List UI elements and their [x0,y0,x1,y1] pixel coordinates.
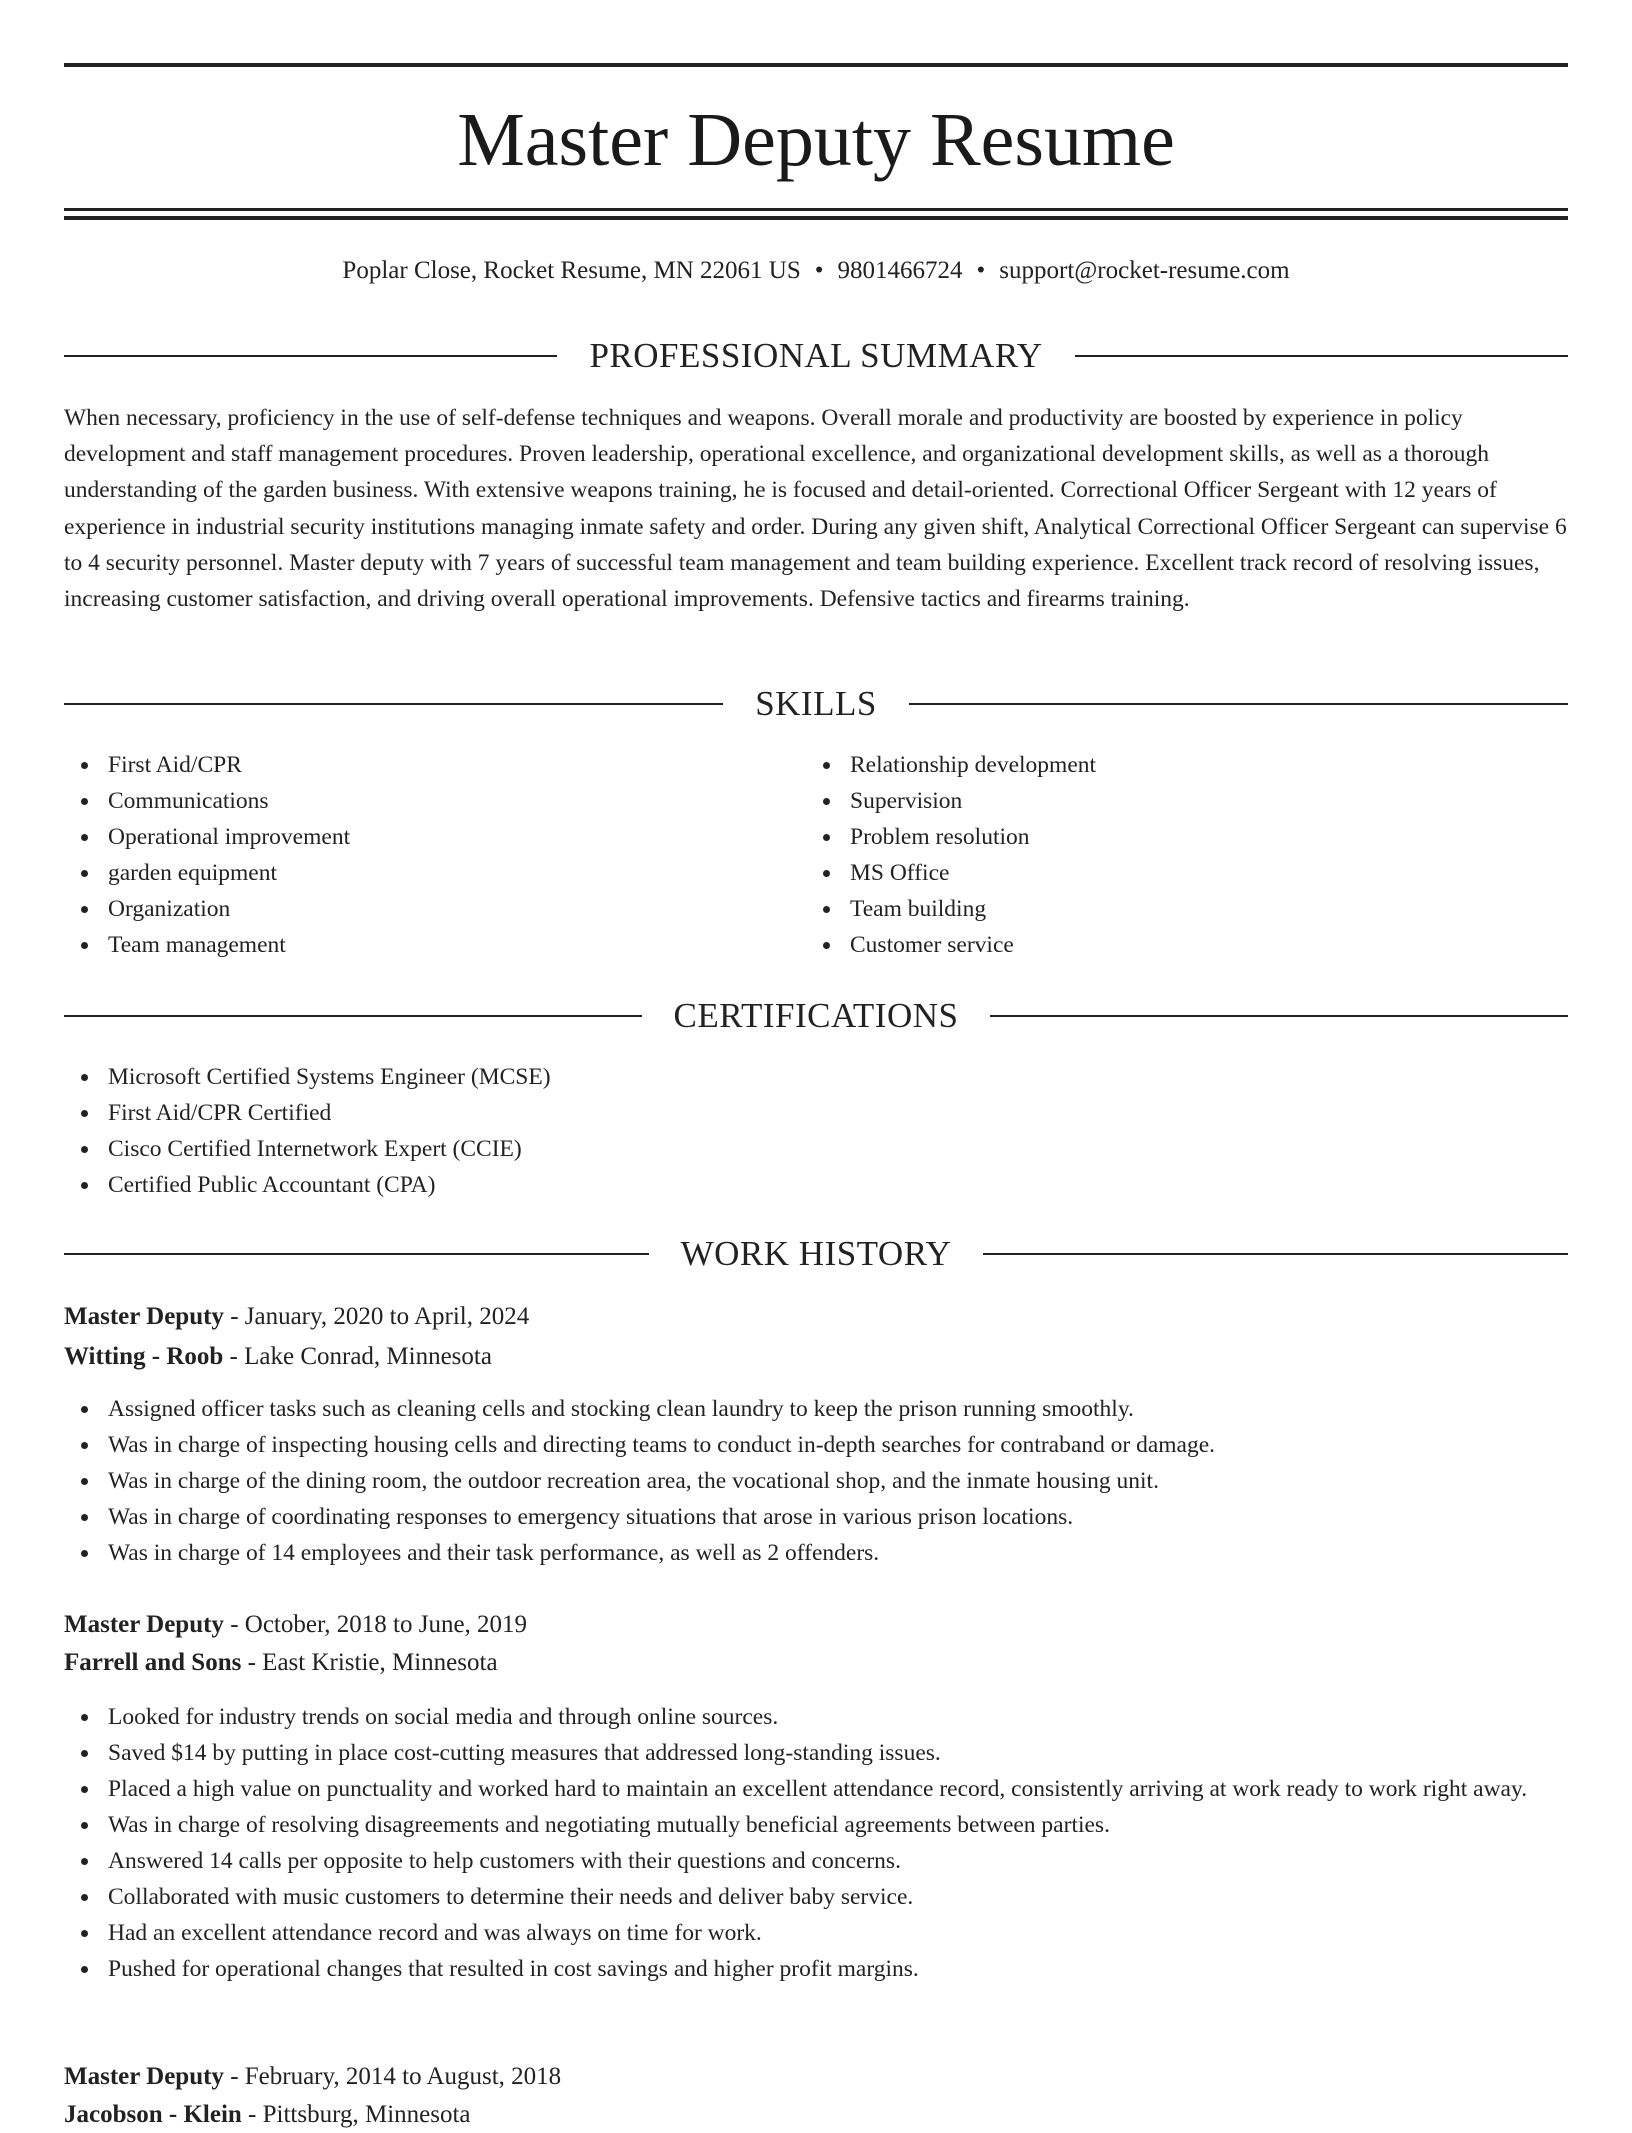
job-duty: Pushed for operational changes that resulted in cost savings and higher profit margins. [64,1951,1568,1987]
job-title-line [64,1607,1568,1643]
job-duty: Placed a high value on punctuality and worked hard to maintain an excellent attendance record, consistently arriving at work ready to work right away. [64,1771,1568,1807]
job-duty: Was in charge of resolving disagreements and negotiating mutually beneficial agreements between parties. [64,1807,1568,1843]
certification-item: Microsoft Certified Systems Engineer (MCSE) [64,1059,1568,1095]
summary-text: When necessary, proficiency in the use of self-defense techniques and weapons. Overall morale and productivity are boosted by experience in policy development and staff management procedures. Proven leadership, operational excellence, and organizational development skills, as well as a thorough understanding of the garden business. With extensive weapons training, he is focused and detail-oriented. Correctional Officer Sergeant with 12 years of experience in industrial security institutions managing inmate safety and order. During any given shift, Analytical Correctional Officer Sergeant can supervise 6 to 4 security personnel. Master deputy with 7 years of successful team management and team building experience. Excellent track record of resolving issues, increasing customer satisfaction, and driving overall operational improvements. Defensive tactics and firearms training. [64,405,1567,613]
skills-heading-label: SKILLS [755,684,877,723]
skill-item: Team management [64,927,764,963]
job-duty: Answered 14 calls per opposite to help customers with their questions and concerns. [64,1843,1568,1879]
job-title: Master Deputy [64,2063,224,2090]
contact-separator: • [976,257,986,284]
skill-item: Operational improvement [64,819,764,855]
skill-item: Organization [64,891,764,927]
skill-item: Supervision [806,783,1506,819]
heading-rule-left [64,1015,642,1017]
job-location: - East Kristie, Minnesota [241,1649,498,1676]
skill-item: First Aid/CPR [64,747,764,783]
contact-phone: 9801466724 [837,257,963,284]
contact-address: Poplar Close, Rocket Resume, MN 22061 US [342,257,801,284]
heading-rule-left [64,703,723,705]
job-title: Master Deputy [64,1303,224,1330]
certification-item: Cisco Certified Internetwork Expert (CCIE) [64,1131,1568,1167]
job-duty: Was in charge of 14 employees and their task performance, as well as 2 offenders. [64,1535,1568,1571]
job-company-line [64,1645,1568,1681]
certifications-list [64,1059,1568,1203]
job-duty: Was in charge of coordinating responses to emergency situations that arose in various prison locations. [64,1499,1568,1535]
heading-rule-right [990,1015,1568,1017]
job-dates: - February, 2014 to August, 2018 [223,2063,562,2090]
job-duty: Saved $14 by putting in place cost-cutting measures that addressed long-standing issues. [64,1735,1568,1771]
job-duty: Looked for industry trends on social media and through online sources. [64,1699,1568,1735]
summary-heading [64,334,1568,378]
job-duty: Had an excellent attendance record and was always on time for work. [64,1915,1568,1951]
skill-item: garden equipment [64,855,764,891]
work-history-heading [64,1232,1568,1276]
skills-heading [64,682,1568,726]
job-company-line [64,1339,1568,1375]
heading-rule-right [983,1253,1568,1255]
heading-rule-left [64,1253,649,1255]
header-double-rule-upper [64,208,1568,211]
job-company: Witting - Roob [64,1343,224,1370]
heading-rule-right [1075,355,1568,357]
heading-rule-right [909,703,1568,705]
header-double-rule-lower [64,216,1568,220]
heading-rule-left [64,355,557,357]
skill-item: Team building [806,891,1506,927]
job-title-line [64,2059,1568,2095]
skill-item: MS Office [806,855,1506,891]
certification-item: Certified Public Accountant (CPA) [64,1167,1568,1203]
job-duty: Collaborated with music customers to determine their needs and deliver baby service. [64,1879,1568,1915]
certifications-heading [64,994,1568,1038]
job-company-line [64,2097,1568,2133]
skill-item: Problem resolution [806,819,1506,855]
certifications-heading-label: CERTIFICATIONS [673,996,959,1035]
contact-email: support@rocket-resume.com [999,257,1290,284]
job-duties-list [64,1391,1568,1571]
job-company: Farrell and Sons [64,1649,242,1676]
job-duty: Was in charge of the dining room, the outdoor recreation area, the vocational shop, and the inmate housing unit. [64,1463,1568,1499]
contact-separator: • [814,257,824,284]
skill-item: Customer service [806,927,1506,963]
job-duty: Was in charge of inspecting housing cells and directing teams to conduct in-depth searches for contraband or damage. [64,1427,1568,1463]
contact-line [64,253,1568,289]
job-title: Master Deputy [64,1611,224,1638]
work-history-heading-label: WORK HISTORY [680,1234,952,1273]
skill-item: Relationship development [806,747,1506,783]
job-dates: - January, 2020 to April, 2024 [223,1303,530,1330]
skill-item: Communications [64,783,764,819]
header-top-rule [64,63,1568,67]
certification-item: First Aid/CPR Certified [64,1095,1568,1131]
resume-title: Master Deputy Resume [457,98,1175,182]
job-location: - Lake Conrad, Minnesota [223,1343,492,1370]
skills-list-left [64,747,764,963]
job-duties-list [64,1699,1568,1987]
job-title-line [64,1299,1568,1335]
job-duty: Assigned officer tasks such as cleaning cells and stocking clean laundry to keep the prison running smoothly. [64,1391,1568,1427]
summary-heading-label: PROFESSIONAL SUMMARY [589,336,1043,375]
skills-list-right [806,747,1506,963]
job-company: Jacobson - Klein [64,2101,242,2128]
job-dates: - October, 2018 to June, 2019 [223,1611,528,1638]
job-location: - Pittsburg, Minnesota [241,2101,471,2128]
